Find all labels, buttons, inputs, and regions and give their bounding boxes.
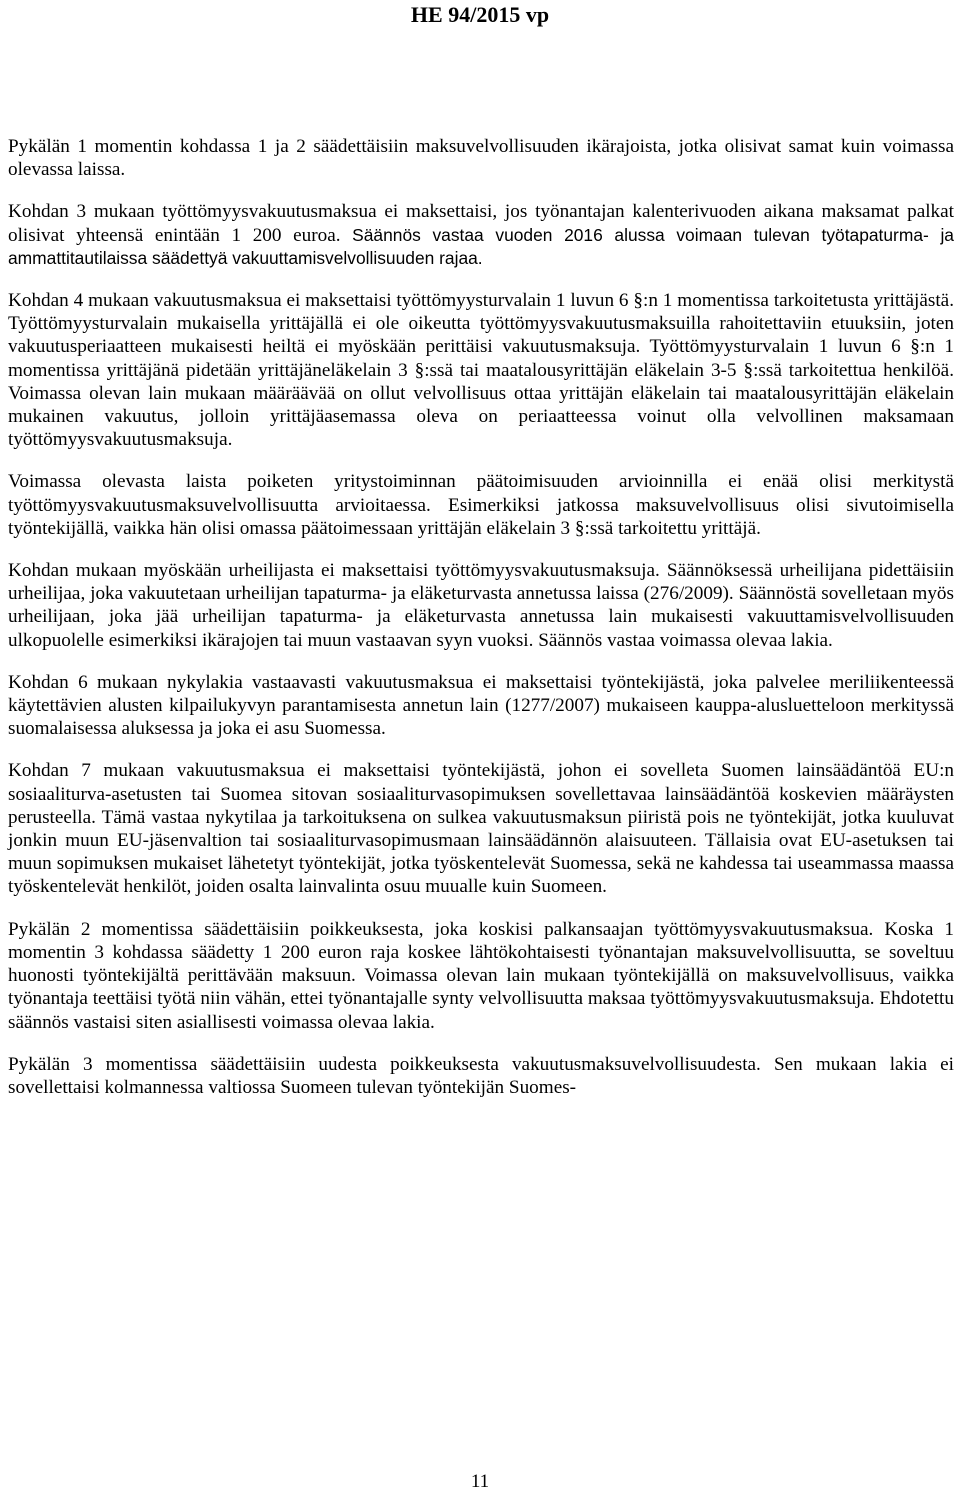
paragraph-2-part-a: Kohdan 3 mukaan työttömyysvakuutusmaksua ei maksettaisi, jos työnantajan kalenterivuoden aikana maksamat palkat olisivat yhteensä enintään 1 200 euroa. bbox=[8, 201, 954, 246]
paragraph-7: Kohdan 7 mukaan vakuutusmaksua ei maksettaisi työntekijästä, johon ei sovelleta Suomen lainsäädäntöä EU:n sosiaaliturva-asetusten tai Suomea sitovan sosiaaliturvasopimuksen sovellettavaa lainsäädäntöä koskevien määräysten perusteella. Tämä vastaa nykytilaa ja tarkoituksena on sulkea vakuutusmaksun piiristä pois ne työntekijät, jotka kuuluvat jonkin muun EU-jäsenvaltion tai sosiaaliturvasopimusmaan lainsäädännön alaisuuteen. Tällaisia ovat EU-asetuksen tai muun sopimuksen mukaiset lähetetyt työntekijät, jotka työskentelevät Suomessa, sekä ne kahdessa tai useammassa maassa työskentelevät henkilöt, joiden osalta lainvalinta osuu muualle kuin Suomeen. bbox=[8, 760, 954, 898]
page-number: 11 bbox=[470, 1471, 490, 1492]
paragraph-4: Voimassa olevasta laista poiketen yritystoiminnan päätoimisuuden arvioinnilla ei enää olisi merkitystä työttömyysvakuutusmaksuvelvollisuutta arvioitaessa. Esimerkiksi jatkossa maksuvelvollisuus olisi sivutoimisella työntekijällä, vaikka hän olisi omassa päätoimessaan yrittäjän eläkelain 3 §:ssä tarkoitettu yrittäjä. bbox=[8, 471, 954, 539]
document-header: HE 94/2015 vp bbox=[410, 2, 550, 27]
paragraph-1: Pykälän 1 momentin kohdassa 1 ja 2 säädettäisiin maksuvelvollisuuden ikärajoista, jotka olisivat samat kuin voimassa olevassa laissa. bbox=[8, 136, 954, 181]
paragraph-2 bbox=[8, 200, 954, 270]
paragraph-3: Kohdan 4 mukaan vakuutusmaksua ei maksettaisi työttömyysturvalain 1 luvun 6 §:n 1 momentissa tarkoitetusta yrittäjästä. Työttömyysturvalain mukaisella yrittäjällä ei ole oikeutta työttömyysvakuutusmaksuilla rahoitettaviin etuuksiin, joten vakuutusperiaatteen mukaisesti heiltä ei myöskään perittäisi vakuutusmaksuja. Työttömyysturvalain 1 luvun 6 §:n 1 momentissa yrittäjänä pidetään yrittäjäneläkelain 3 §:ssä tai maatalousyrittäjän eläkelain 3-5 §:ssä tarkoitettua henkilöä. Voimassa olevan lain mukaan määräävää on ollut velvollisuus ottaa yrittäjän eläkelain tai maatalousyrittäjän eläkelain mukainen vakuutus, jolloin yrittäjäasemassa oleva on periaatteessa voinut olla velvollinen maksamaan työttömyysvakuutusmaksuja. bbox=[8, 290, 954, 451]
document-body bbox=[8, 135, 954, 1118]
paragraph-2-part-b: Säännös vastaa vuoden 2016 alussa voimaan tulevan työtapaturma- ja ammattitautilaissa säädettyä vakuuttamisvelvollisuuden rajaa. bbox=[8, 224, 954, 268]
paragraph-8: Pykälän 2 momentissa säädettäisiin poikkeuksesta, joka koskisi palkansaajan työttömyysvakuutusmaksua. Koska 1 momentin 3 kohdassa säädetty 1 200 euron raja koskee lähtökohtaisesti työnantajan maksuvelvollisuutta, se soveltuu huonosti työntekijältä perittävään maksuun. Voimassa olevan lain mukaan työntekijällä on maksuvelvollisuus, vaikka työnantaja teettäisi työtä niin vähän, ettei työnantajalle synty velvollisuutta maksaa työttömyysvakuutusmaksuja. Ehdotettu säännös vastaisi siten asiallisesti voimassa olevaa lakia. bbox=[8, 918, 954, 1033]
paragraph-5: Kohdan mukaan myöskään urheilijasta ei maksettaisi työttömyysvakuutusmaksuja. Säännöksessä urheilijana pidettäisiin urheilijaa, joka vakuutetaan urheilijan tapaturma- ja eläketurvasta annetussa laissa (276/2009). Säännöstä sovelletaan myös urheilijaan, joka jää urheilijan tapaturma- ja eläketurvasta annetussa lain mukaisesti vakuuttamisvelvollisuuden ulkopuolelle esimerkiksi ikärajojen tai muun vastaavan syyn vuoksi. Säännös vastaa voimassa olevaa lakia. bbox=[8, 560, 954, 651]
paragraph-6: Kohdan 6 mukaan nykylakia vastaavasti vakuutusmaksua ei maksettaisi työntekijästä, joka palvelee meriliikenteessä käytettävien alusten kilpailukyvyn parantamisesta annetun lain (1277/2007) mukaiseen kauppa-alusluetteloon merkityssä suomalaisessa aluksessa ja joka ei asu Suomessa. bbox=[8, 671, 954, 740]
paragraph-9: Pykälän 3 momentissa säädettäisiin uudesta poikkeuksesta vakuutusmaksuvelvollisuudesta. Sen mukaan lakia ei sovellettaisi kolmannessa valtiossa Suomeen tulevan työntekijän Suomes- bbox=[8, 1053, 954, 1098]
